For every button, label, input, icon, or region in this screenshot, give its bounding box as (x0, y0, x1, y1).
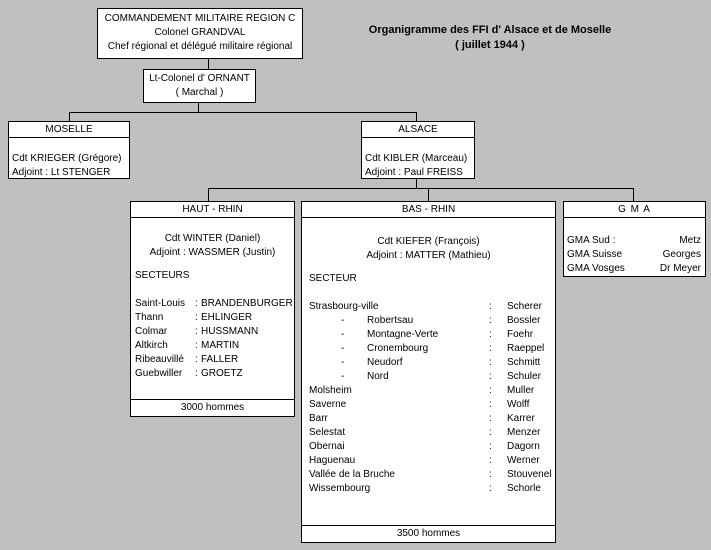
haut-rhin-sector-list (135, 297, 294, 381)
sector-place: Guebwiller (135, 368, 183, 379)
sector-leader: Bossler (507, 315, 541, 326)
moselle-box (8, 121, 130, 179)
sector-leader: Karrer (507, 413, 535, 424)
moselle-line2: Adjoint : Lt STENGER (12, 167, 111, 178)
sector-leader: Stouvenel (507, 469, 552, 480)
sector-separator: : (195, 354, 198, 365)
sector-place: Strasbourg-ville (309, 301, 379, 312)
haut-rhin-commander: Cdt WINTER (Daniel) (164, 233, 261, 244)
moselle-line1: Cdt KRIEGER (Grégore) (12, 153, 122, 164)
gma-row (564, 248, 705, 262)
sector-place: Obernai (309, 441, 345, 452)
bas-rhin-deputy: Adjoint : MATTER (Mathieu) (366, 250, 491, 261)
alsace-box (361, 121, 475, 179)
gma-box (563, 201, 706, 277)
bas-rhin-sector-row (309, 440, 555, 454)
sector-separator: : (489, 427, 492, 438)
gma-label: GMA Vosges (567, 263, 625, 274)
haut-rhin-deputy: Adjoint : WASSMER (Justin) (149, 247, 276, 258)
sector-place: Selestat (309, 427, 346, 438)
sector-place: Nord (367, 371, 389, 382)
sector-place: Colmar (135, 326, 168, 337)
connector-horizontal-bottom (208, 188, 633, 189)
sector-separator: : (489, 315, 492, 326)
chart-title-line1: Organigramme des FFI d' Alsace et de Moselle (368, 24, 612, 36)
sector-separator: : (489, 455, 492, 466)
haut-rhin-sector-row (135, 339, 294, 353)
sector-leader: Schmitt (507, 357, 541, 368)
bas-rhin-sector-list (309, 300, 555, 496)
sector-place: Saverne (309, 399, 347, 410)
bas-rhin-box (301, 201, 556, 543)
gma-leader: Dr Meyer (659, 263, 701, 274)
sector-separator: : (195, 340, 198, 351)
gma-leader: Metz (679, 235, 701, 246)
sector-dash: - (341, 357, 345, 368)
sector-separator: : (195, 298, 198, 309)
sector-separator: : (489, 343, 492, 354)
sector-leader: Raeppel (507, 343, 545, 354)
sector-separator: : (489, 371, 492, 382)
bas-rhin-sector-row (309, 482, 555, 496)
haut-rhin-sector-row (135, 325, 294, 339)
sector-place: Vallée de la Bruche (309, 469, 395, 480)
sector-separator: : (195, 326, 198, 337)
connector-alsace-down (416, 179, 417, 188)
sector-place: Wissembourg (309, 483, 371, 494)
bas-rhin-commander: Cdt KIEFER (François) (377, 236, 480, 247)
command-box (97, 8, 303, 59)
haut-rhin-sector-row (135, 297, 294, 311)
bas-rhin-sector-row (309, 328, 555, 342)
bas-rhin-sector-row (309, 300, 555, 314)
sector-separator: : (489, 329, 492, 340)
sector-leader: EHLINGER (201, 312, 253, 323)
connector-to-bas-rhin (428, 188, 429, 201)
sector-leader: Dagorn (507, 441, 540, 452)
sector-place: Montagne-Verte (367, 329, 439, 340)
sector-leader: Menzer (507, 427, 541, 438)
bas-rhin-header: BAS - RHIN (302, 202, 555, 218)
sector-separator: : (489, 469, 492, 480)
sector-dash: - (341, 371, 345, 382)
sector-place: Robertsau (367, 315, 414, 326)
gma-header: G M A (564, 202, 705, 218)
sector-place: Thann (135, 312, 164, 323)
sector-leader: MARTIN (201, 340, 240, 351)
sector-leader: HUSSMANN (201, 326, 259, 337)
bas-rhin-sector-row (309, 384, 555, 398)
sector-leader: Schuler (507, 371, 541, 382)
alsace-header: ALSACE (362, 122, 474, 138)
connector-to-alsace (416, 112, 417, 121)
sector-separator: : (195, 368, 198, 379)
gma-row (564, 262, 705, 276)
sector-leader: GROETZ (201, 368, 243, 379)
sector-separator: : (489, 441, 492, 452)
gma-label: GMA Sud : (567, 235, 616, 246)
connector-command-ornant (208, 59, 209, 69)
sector-place: Molsheim (309, 385, 352, 396)
bas-rhin-sector-row (309, 412, 555, 426)
sector-place: Ribeauvillé (135, 354, 184, 365)
bas-rhin-footer: 3500 hommes (302, 525, 555, 542)
bas-rhin-sector-row (309, 468, 555, 482)
sector-separator: : (489, 413, 492, 424)
ornant-box (143, 69, 256, 103)
moselle-header: MOSELLE (9, 122, 129, 138)
sector-dash: - (341, 343, 345, 354)
chart-title (340, 23, 640, 53)
bas-rhin-sector-row (309, 370, 555, 384)
sector-place: Neudorf (367, 357, 403, 368)
alsace-line2: Adjoint : Paul FREISS (365, 167, 463, 178)
sector-dash: - (341, 329, 345, 340)
sector-leader: Scherer (507, 301, 543, 312)
sector-place: Saint-Louis (135, 298, 186, 309)
sector-leader: Werner (507, 455, 540, 466)
sector-place: Altkirch (135, 340, 168, 351)
gma-list (564, 218, 705, 276)
sector-separator: : (489, 399, 492, 410)
bas-rhin-sector-label: SECTEUR (309, 273, 357, 284)
sector-place: Cronembourg (367, 343, 429, 354)
command-line1: COMMANDEMENT MILITAIRE REGION C (104, 13, 296, 24)
connector-ornant-down (198, 103, 199, 112)
sector-dash: - (341, 315, 345, 326)
sector-separator: : (489, 357, 492, 368)
sector-separator: : (489, 301, 492, 312)
command-line3: Chef régional et délégué militaire régional (107, 41, 293, 52)
haut-rhin-sector-label: SECTEURS (135, 270, 190, 281)
ornant-line2: ( Marchal ) (175, 87, 224, 98)
alsace-line1: Cdt KIBLER (Marceau) (365, 153, 468, 164)
sector-place: Haguenau (309, 455, 356, 466)
haut-rhin-sector-row (135, 367, 294, 381)
haut-rhin-footer: 3000 hommes (131, 399, 294, 416)
sector-separator: : (489, 483, 492, 494)
bas-rhin-sector-row (309, 356, 555, 370)
haut-rhin-box (130, 201, 295, 417)
sector-separator: : (195, 312, 198, 323)
gma-row (564, 234, 705, 248)
bas-rhin-sector-row (309, 454, 555, 468)
sector-leader: Wolff (507, 399, 530, 410)
sector-leader: Schorle (507, 483, 541, 494)
bas-rhin-sector-row (309, 398, 555, 412)
bas-rhin-sector-row (309, 426, 555, 440)
command-line2: Colonel GRANDVAL (154, 27, 246, 38)
sector-separator: : (489, 385, 492, 396)
gma-leader: Georges (662, 249, 701, 260)
gma-label: GMA Suisse (567, 249, 623, 260)
bas-rhin-sector-row (309, 342, 555, 356)
haut-rhin-header: HAUT - RHIN (131, 202, 294, 218)
connector-to-gma (633, 188, 634, 201)
connector-horizontal-top (69, 112, 416, 113)
sector-leader: FALLER (201, 354, 239, 365)
sector-leader: BRANDENBURGER (201, 298, 293, 309)
ornant-line1: Lt-Colonel d' ORNANT (149, 73, 250, 84)
connector-to-moselle (69, 112, 70, 121)
haut-rhin-sector-row (135, 311, 294, 325)
chart-title-line2: ( juillet 1944 ) (455, 39, 525, 51)
sector-leader: Foehr (507, 329, 534, 340)
sector-place: Barr (309, 413, 328, 424)
haut-rhin-sector-row (135, 353, 294, 367)
connector-to-haut-rhin (208, 188, 209, 201)
bas-rhin-sector-row (309, 314, 555, 328)
sector-leader: Muller (507, 385, 535, 396)
